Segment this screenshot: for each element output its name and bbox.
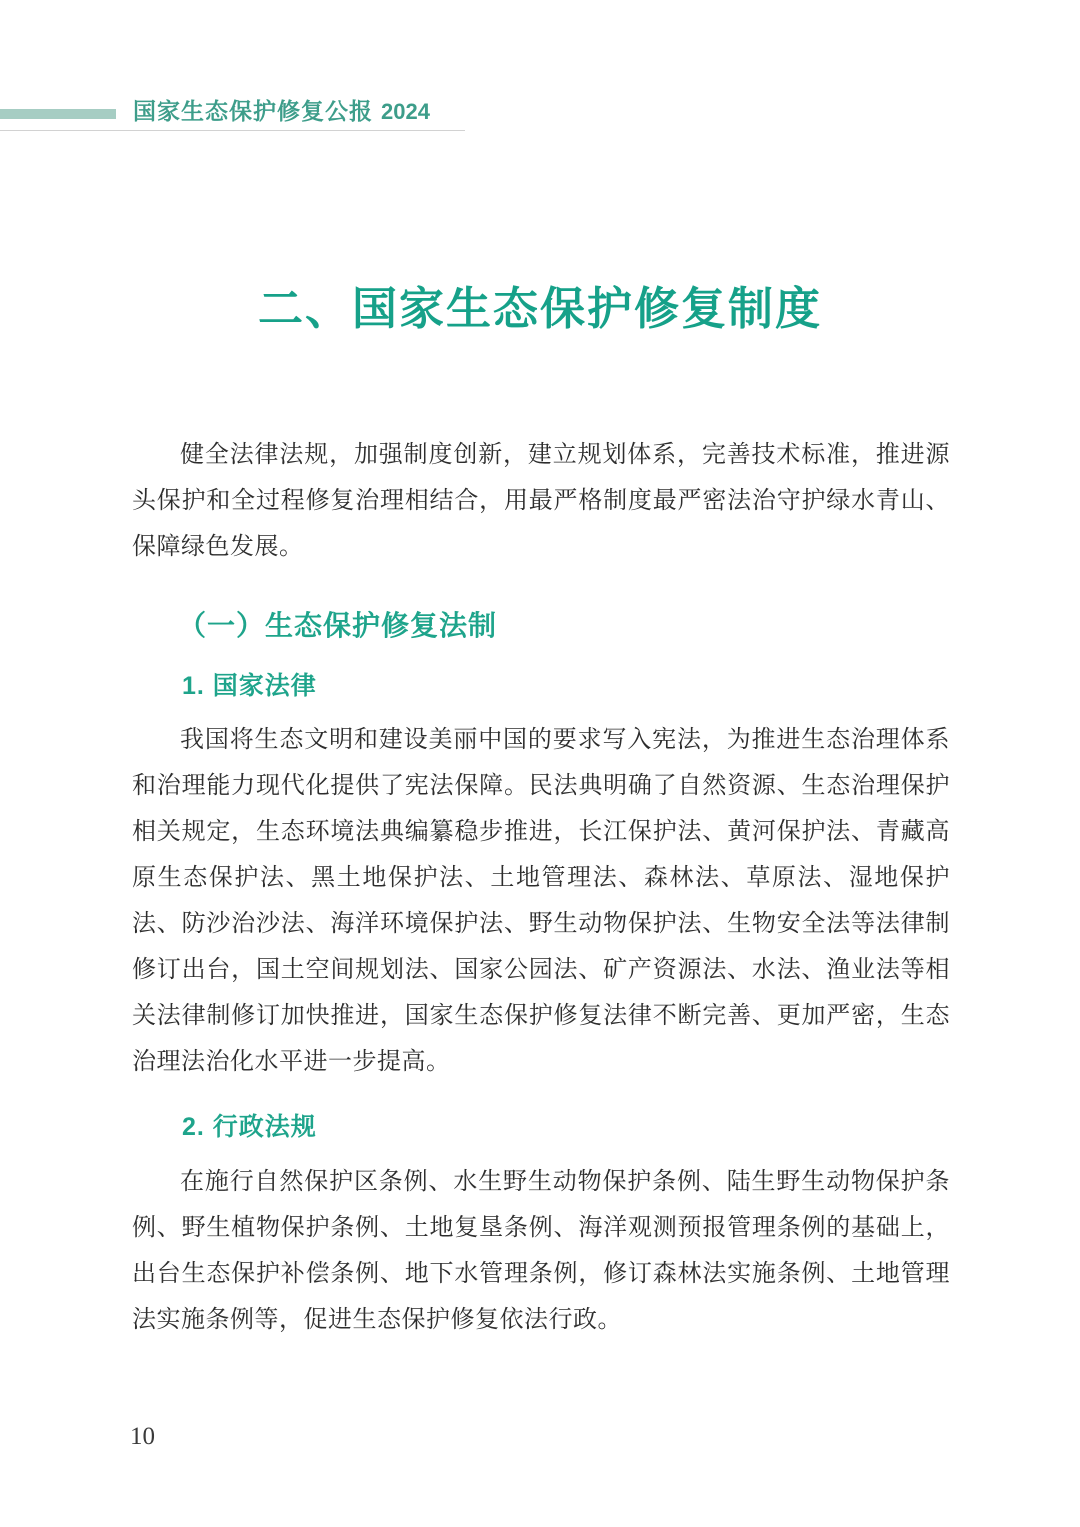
content-area (132, 0, 950, 1343)
page-title: 二、国家生态保护修复制度 (257, 283, 822, 334)
paragraph-administrative-regulations: 在施行自然保护区条例、水生野生动物保护条例、陆生野生动物保护条例、野生植物保护条例、土地复垦条例、海洋观测预报管理条例的基础上，出台生态保护补偿条例、地下水管理条例，修订森林法实施条例、土地管理法实施条例等，促进生态保护修复依法行政。 (132, 1169, 950, 1333)
intro-paragraph: 健全法律法规，加强制度创新，建立规划体系，完善技术标准，推进源头保护和全过程修复治理相结合，用最严格制度最严密法治守护绿水青山、保障绿色发展。 (132, 442, 950, 560)
header-year: 2024 (381, 99, 430, 124)
header-accent-bar (0, 109, 116, 119)
page-number: 10 (130, 1423, 155, 1450)
section-heading-legal-system: （一）生态保护修复法制 (178, 610, 498, 641)
subsection-heading-administrative-regulations: 2. 行政法规 (182, 1113, 317, 1141)
subsection-heading-national-laws: 1. 国家法律 (182, 672, 317, 700)
paragraph-national-laws: 我国将生态文明和建设美丽中国的要求写入宪法，为推进生态治理体系和治理能力现代化提供了宪法保障。民法典明确了自然资源、生态治理保护相关规定，生态环境法典编纂稳步推进，长江保护法、黄河保护法、青藏高原生态保护法、黑土地保护法、土地管理法、森林法、草原法、湿地保护法、防沙治沙法、海洋环境保护法、野生动物保护法、生物安全法等法律制修订出台，国土空间规划法、国家公园法、矿产资源法、水法、渔业法等相关法律制修订加快推进，国家生态保护修复法律不断完善、更加严密，生态治理法治化水平进一步提高。 (132, 727, 950, 1075)
header-title-text: 国家生态保护修复公报 (133, 99, 373, 124)
